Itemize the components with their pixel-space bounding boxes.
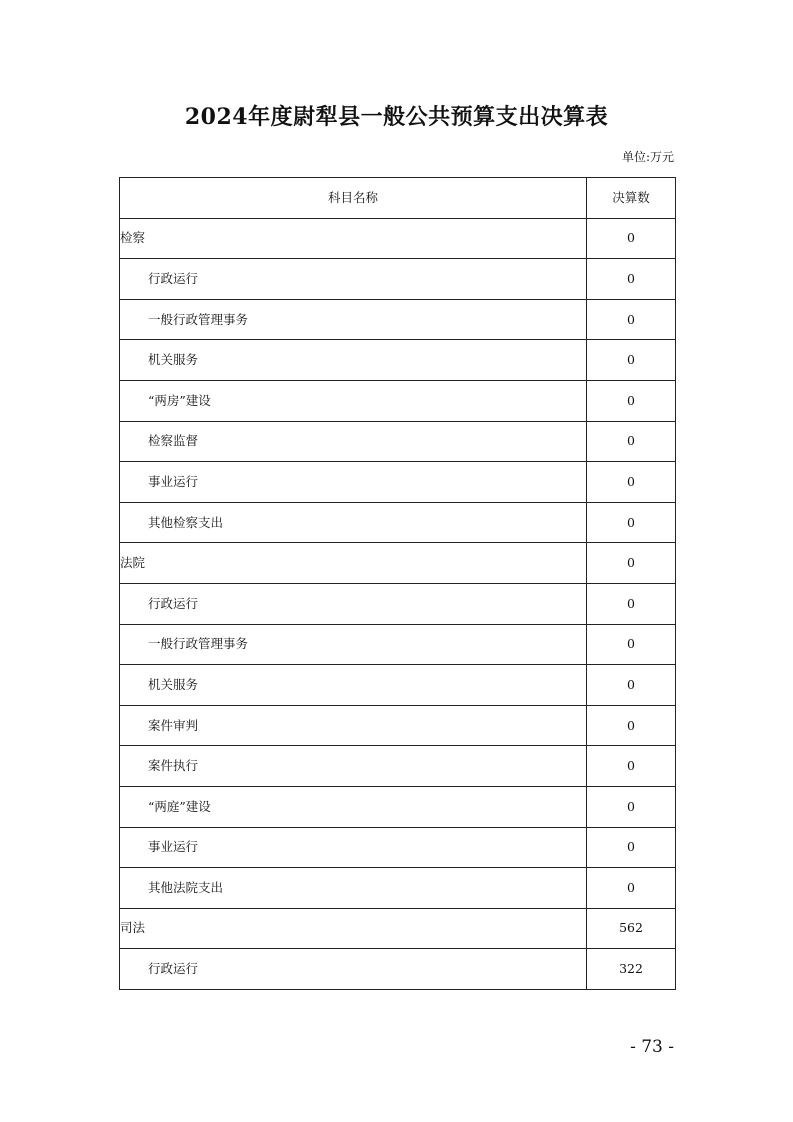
table-row [120, 827, 676, 868]
budget-table [119, 177, 676, 990]
page-number: - 73 - [630, 1037, 674, 1057]
subcategory-name-cell: 机关服务 [120, 665, 587, 706]
amount-cell: 0 [587, 786, 676, 827]
subcategory-name-cell: 检察监督 [120, 421, 587, 462]
table-row [120, 502, 676, 543]
table-row [120, 462, 676, 503]
table-row [120, 786, 676, 827]
table-row [120, 583, 676, 624]
subcategory-name-cell: 事业运行 [120, 462, 587, 503]
amount-cell: 0 [587, 340, 676, 381]
table-row [120, 259, 676, 300]
table-row [120, 665, 676, 706]
table-row [120, 868, 676, 909]
amount-cell: 0 [587, 259, 676, 300]
subcategory-name-cell: 其他法院支出 [120, 868, 587, 909]
subcategory-name-cell: 一般行政管理事务 [120, 299, 587, 340]
amount-cell: 0 [587, 380, 676, 421]
amount-cell: 0 [587, 705, 676, 746]
amount-cell: 322 [587, 949, 676, 990]
table-row [120, 340, 676, 381]
subcategory-name-cell: 案件执行 [120, 746, 587, 787]
amount-cell: 0 [587, 299, 676, 340]
category-name-cell: 法院 [120, 543, 587, 584]
table-row [120, 543, 676, 584]
unit-label: 单位:万元 [621, 150, 674, 164]
amount-cell: 0 [587, 421, 676, 462]
amount-cell: 0 [587, 502, 676, 543]
amount-cell: 0 [587, 583, 676, 624]
table-body [120, 218, 676, 989]
subcategory-name-cell: 其他检察支出 [120, 502, 587, 543]
amount-cell: 0 [587, 543, 676, 584]
table-row [120, 746, 676, 787]
table-row [120, 380, 676, 421]
subcategory-name-cell: 行政运行 [120, 259, 587, 300]
subcategory-name-cell: 事业运行 [120, 827, 587, 868]
amount-cell: 0 [587, 624, 676, 665]
amount-cell: 0 [587, 746, 676, 787]
table-row [120, 705, 676, 746]
document-title: 2024年度尉犁县一般公共预算支出决算表 [184, 104, 609, 130]
amount-cell: 0 [587, 827, 676, 868]
amount-cell: 0 [587, 462, 676, 503]
table-row [120, 218, 676, 259]
table-row [120, 624, 676, 665]
table-header-row [120, 178, 676, 219]
table-row [120, 299, 676, 340]
amount-cell: 0 [587, 665, 676, 706]
subcategory-name-cell: 一般行政管理事务 [120, 624, 587, 665]
category-name-cell: 检察 [120, 218, 587, 259]
subcategory-name-cell: “两房”建设 [120, 380, 587, 421]
subcategory-name-cell: “两庭”建设 [120, 786, 587, 827]
subcategory-name-cell: 机关服务 [120, 340, 587, 381]
category-name-cell: 司法 [120, 908, 587, 949]
subcategory-name-cell: 行政运行 [120, 949, 587, 990]
amount-cell: 0 [587, 868, 676, 909]
subcategory-name-cell: 案件审判 [120, 705, 587, 746]
table-row [120, 949, 676, 990]
amount-cell: 562 [587, 908, 676, 949]
subcategory-name-cell: 行政运行 [120, 583, 587, 624]
amount-cell: 0 [587, 218, 676, 259]
header-subject-name: 科目名称 [120, 178, 587, 219]
header-final-amount: 决算数 [587, 178, 676, 219]
table-row [120, 421, 676, 462]
table-row [120, 908, 676, 949]
